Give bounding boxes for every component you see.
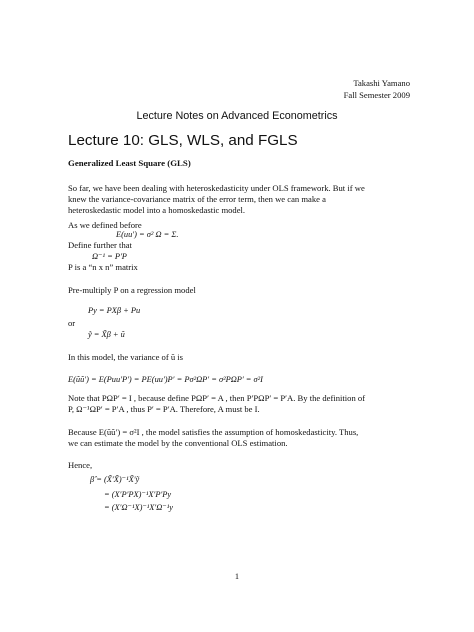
- lecture-title: Lecture 10: GLS, WLS, and FGLS: [68, 132, 298, 149]
- eq-beta-hat-1: β̂ = (X̃′X̃)⁻¹X̃′ỹ: [90, 475, 140, 484]
- note-paragraph: [68, 393, 365, 415]
- course-title: Lecture Notes on Advanced Econometrics: [136, 110, 338, 122]
- define-text: Define further that: [68, 240, 132, 250]
- eq-omega-inverse: Ω⁻¹ = P′P: [92, 252, 127, 261]
- author-block: [344, 78, 410, 101]
- eq-beta-hat-3: = (X′Ω⁻¹X)⁻¹X′Ω⁻¹y: [104, 503, 173, 512]
- premultiply-text: Pre-multiply P on a regression model: [68, 285, 196, 295]
- author-name: Takashi Yamano: [353, 78, 410, 88]
- variance-intro-text: In this model, the variance of ũ is: [68, 352, 184, 362]
- eq-premultiplied: Py = PXβ + Pu: [88, 306, 141, 315]
- intro-line-2: knew the variance-covariance matrix of the error term, then we can make a: [68, 193, 326, 204]
- semester: Fall Semester 2009: [343, 89, 410, 100]
- eq-variance: E(uu′) = σ² Ω = Σ.: [116, 230, 179, 239]
- as-defined-text: As we defined before: [68, 220, 142, 230]
- note-line-2: P, Ω⁻¹ΩP′ = P′A , thus P′ = P′A. Therefore, A must be I.: [68, 403, 260, 414]
- eq-beta-hat-2: = (X′P′PX)⁻¹X′P′Py: [104, 490, 172, 499]
- hence-text: Hence,: [68, 460, 93, 470]
- intro-paragraph: [68, 183, 365, 215]
- because-line-2: we can estimate the model by the conventional OLS estimation.: [68, 437, 288, 448]
- eq-transformed: ỹ = X̃β + ũ: [88, 330, 125, 339]
- or-text: or: [68, 318, 76, 328]
- intro-line-1: So far, we have been dealing with heteroskedasticity under OLS framework. But if we: [68, 183, 365, 193]
- because-line-1: Because E(ũũ′) = σ²I , the model satisfies the assumption of homoskedasticity. Thus,: [68, 427, 359, 437]
- intro-line-3: heteroskedastic model into a homoskedastic model.: [68, 204, 246, 215]
- because-paragraph: [68, 427, 358, 449]
- p-matrix-text: P is a “n x n” matrix: [68, 262, 138, 272]
- eq-variance-derivation: E(ũũ′) = E(Puu′P′) = PE(uu′)P′ = Pσ²ΩP′ = σ²PΩP′ = σ²I: [68, 375, 263, 384]
- note-line-1: Note that PΩP′ = I , because define PΩP′ = A , then P′PΩP′ = P′A. By the definition of: [68, 393, 366, 403]
- section-heading: Generalized Least Square (GLS): [68, 158, 191, 168]
- page-number: 1: [234, 572, 240, 581]
